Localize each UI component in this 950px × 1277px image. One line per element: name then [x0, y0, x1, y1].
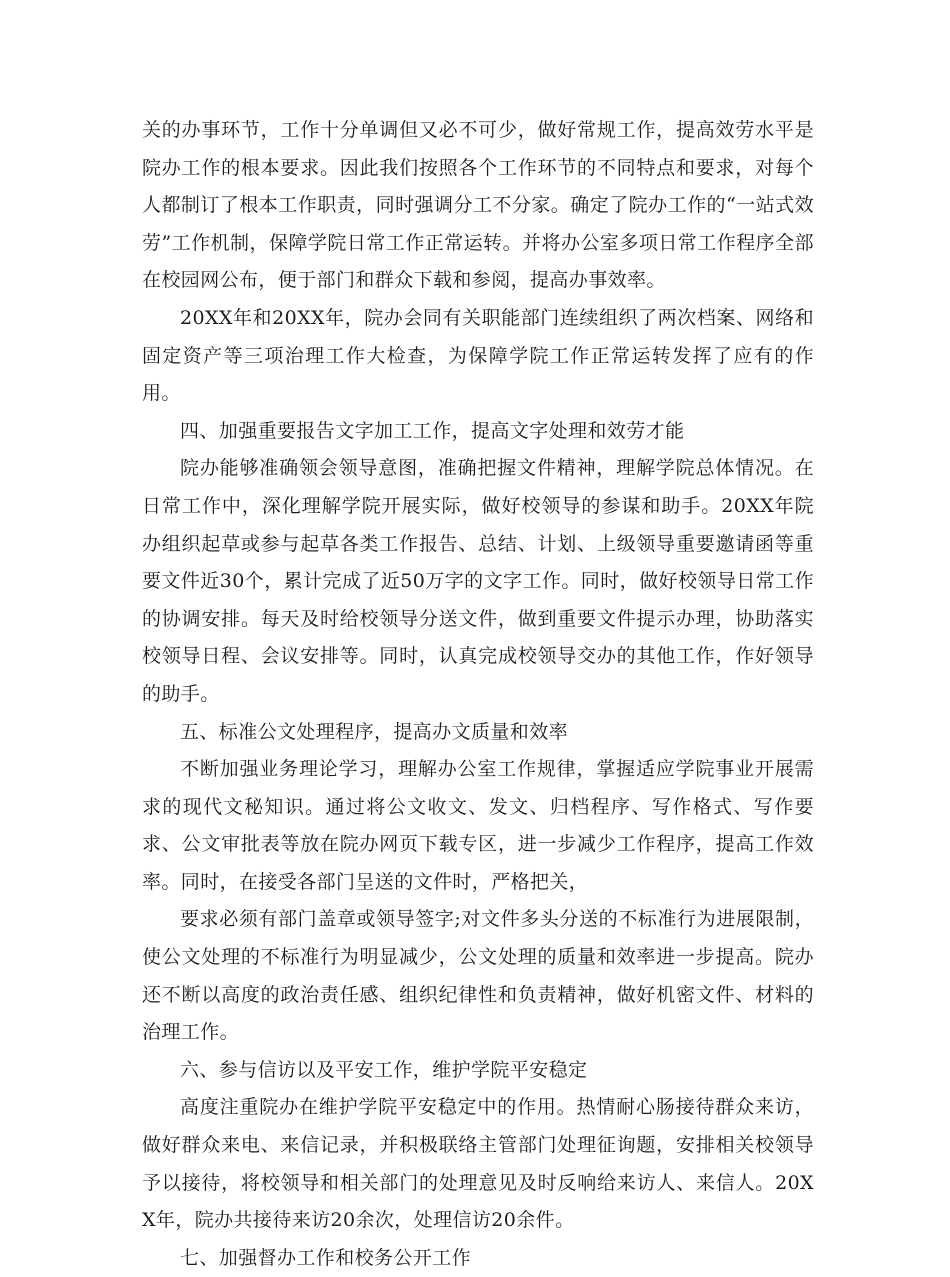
- section-heading-7: 七、加强督办工作和校务公开工作: [180, 1246, 472, 1269]
- section-heading-6: 六、参与信访以及平安工作，维护学院平安稳定: [180, 1058, 588, 1081]
- paragraph-document-requirements: 要求必须有部门盖章或领导签字;对文件多头分送的不标准行为进展限制，使公文处理的不标准行为明显减少，公文处理的质量和效率进一步提高。院办还不断以高度的政治责任感、组织纪律性和负责精神，做好机密文件、材料的治理工作。: [142, 908, 814, 1044]
- paragraph-petition-work: 高度注重院办在维护学院平安稳定中的作用。热情耐心肠接待群众来访，做好群众来电、来信记录，并积极联络主管部门处理征询题，安排相关校领导予以接待，将校领导和相关部门的处理意见及时反响给来访人、来信人。20XX年，院办共接待来访20余次，处理信访20余件。: [142, 1096, 814, 1232]
- paragraph-archive-inspection: 20XX年和20XX年，院办会同有关职能部门连续组织了两次档案、网络和固定资产等三项治理工作大检查，为保障学院工作正常运转发挥了应有的作用。: [142, 306, 814, 405]
- paragraph-writing-work: 院办能够准确领会领导意图，准确把握文件精神，理解学院总体情况。在日常工作中，深化理解学院开展实际，做好校领导的参谋和助手。20XX年院办组织起草或参与起草各类工作报告、总结、计划、上级领导重要邀请函等重要文件近30个，累计完成了近50万字的文字工作。同时，做好校领导日常工作的协调安排。每天及时给校领导分送文件，做到重要文件提示办理，协助落实校领导日程、会议安排等。同时，认真完成校领导交办的其他工作，作好领导的助手。: [142, 457, 814, 705]
- section-heading-4: 四、加强重要报告文字加工工作，提高文字处理和效劳才能: [180, 419, 685, 442]
- paragraph-continuation: 关的办事环节，工作十分单调但又必不可少，做好常规工作，提高效劳水平是院办工作的根本要求。因此我们按照各个工作环节的不同特点和要求，对每个人都制订了根本工作职责，同时强调分工不分家。确定了院办工作的“一站式效劳”工作机制，保障学院日常工作正常运转。并将办公室多项日常工作程序全部在校园网公布，便于部门和群众下载和参阅，提高办事效率。: [142, 119, 814, 292]
- section-heading-5: 五、标准公文处理程序，提高办文质量和效率: [180, 720, 569, 743]
- paragraph-document-processing: 不断加强业务理论学习，理解办公室工作规律，掌握适应学院事业开展需求的现代文秘知识。通过将公文收文、发文、归档程序、写作格式、写作要求、公文审批表等放在院办网页下载专区，进一步减少工作程序，提高工作效率。同时，在接受各部门呈送的文件时，严格把关，: [142, 758, 814, 893]
- document-page: [142, 112, 814, 1277]
